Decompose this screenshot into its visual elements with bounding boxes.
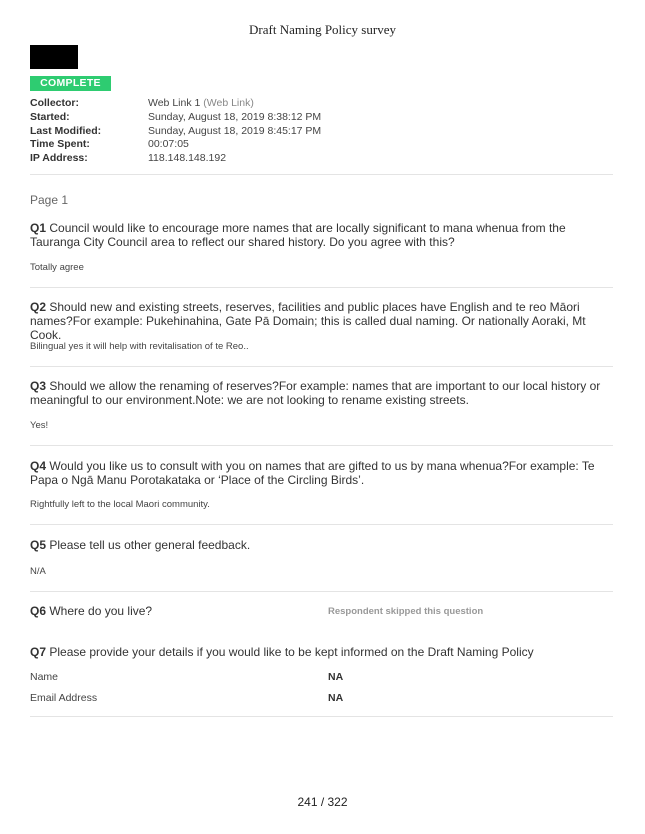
- started-row: [30, 111, 321, 125]
- email-value: NA: [328, 692, 344, 704]
- question-number: Q4: [30, 459, 47, 473]
- question-number: Q2: [30, 300, 47, 314]
- divider: [30, 445, 613, 446]
- question-text: Would you like us to consult with you on names that are gifted to us by mana whenua?For example: Te Papa o Ngā Manu Porotakataka or ‘Place of the Circling Birds’.: [30, 459, 595, 487]
- question-4: [30, 459, 613, 487]
- divider: [30, 716, 613, 717]
- answer-1: Totally agree: [30, 262, 84, 273]
- question-5: [30, 538, 613, 552]
- question-number: Q6: [30, 604, 47, 618]
- question-1: [30, 221, 613, 249]
- question-2: [30, 300, 613, 342]
- ip-address-value: 118.148.148.192: [148, 152, 227, 165]
- divider: [30, 174, 613, 175]
- question-text: Where do you live?: [49, 604, 153, 618]
- ip-address-label: IP Address:: [30, 152, 88, 165]
- response-metadata: [30, 97, 321, 166]
- answer-4: Rightfully left to the local Maori community.: [30, 499, 210, 510]
- question-number: Q7: [30, 645, 47, 659]
- started-label: Started:: [30, 110, 70, 123]
- name-value: NA: [328, 671, 344, 683]
- last-modified-label: Last Modified:: [30, 124, 102, 137]
- started-value: Sunday, August 18, 2019 8:38:12 PM: [148, 110, 322, 123]
- email-label: Email Address: [30, 692, 98, 704]
- divider: [30, 591, 613, 592]
- status-badge: COMPLETE: [30, 76, 111, 91]
- page-number: 241 / 322: [297, 795, 348, 809]
- question-7: [30, 645, 613, 659]
- divider: [30, 287, 613, 288]
- question-3: [30, 379, 613, 407]
- time-spent-label: Time Spent:: [30, 138, 90, 151]
- collector-label: Collector:: [30, 97, 80, 109]
- ip-address-row: [30, 152, 321, 166]
- collector-row: [30, 97, 321, 111]
- document-title: Draft Naming Policy survey: [249, 22, 396, 37]
- question-text: Should new and existing streets, reserves, facilities and public places have English and te reo Māori names?For example: Pukehinahina, Gate Pā Domain; this is called dual naming. Or nationally Aoraki, Mt Cook.: [30, 300, 586, 342]
- skipped-note: Respondent skipped this question: [328, 606, 484, 617]
- last-modified-value: Sunday, August 18, 2019 8:45:17 PM: [148, 124, 322, 137]
- collector-value: Web Link 1: [148, 97, 201, 109]
- redacted-block: [30, 45, 78, 69]
- question-text: Council would like to encourage more names that are locally significant to mana whenua from the Tauranga City Council area to reflect our shared history. Do you agree with this?: [30, 221, 566, 249]
- divider: [30, 366, 613, 367]
- page-label: Page 1: [30, 193, 69, 207]
- answer-2: Bilingual yes it will help with revitalisation of te Reo..: [30, 341, 249, 352]
- answer-3: Yes!: [30, 420, 49, 431]
- time-spent-value: 00:07:05: [148, 138, 189, 151]
- question-text: Should we allow the renaming of reserves?For example: names that are important to our local history or meaningful to our environment.Note: we are not looking to rename existing streets.: [30, 379, 601, 407]
- question-number: Q1: [30, 221, 47, 235]
- last-modified-row: [30, 125, 321, 139]
- divider: [30, 524, 613, 525]
- question-text: Please tell us other general feedback.: [49, 538, 251, 552]
- name-label: Name: [30, 671, 59, 683]
- time-spent-row: [30, 138, 321, 152]
- question-6: [30, 604, 320, 618]
- collector-note: (Web Link): [203, 97, 254, 109]
- question-number: Q3: [30, 379, 47, 393]
- question-number: Q5: [30, 538, 47, 552]
- question-text: Please provide your details if you would like to be kept informed on the Draft Naming Policy: [49, 645, 534, 659]
- answer-5: N/A: [30, 566, 46, 577]
